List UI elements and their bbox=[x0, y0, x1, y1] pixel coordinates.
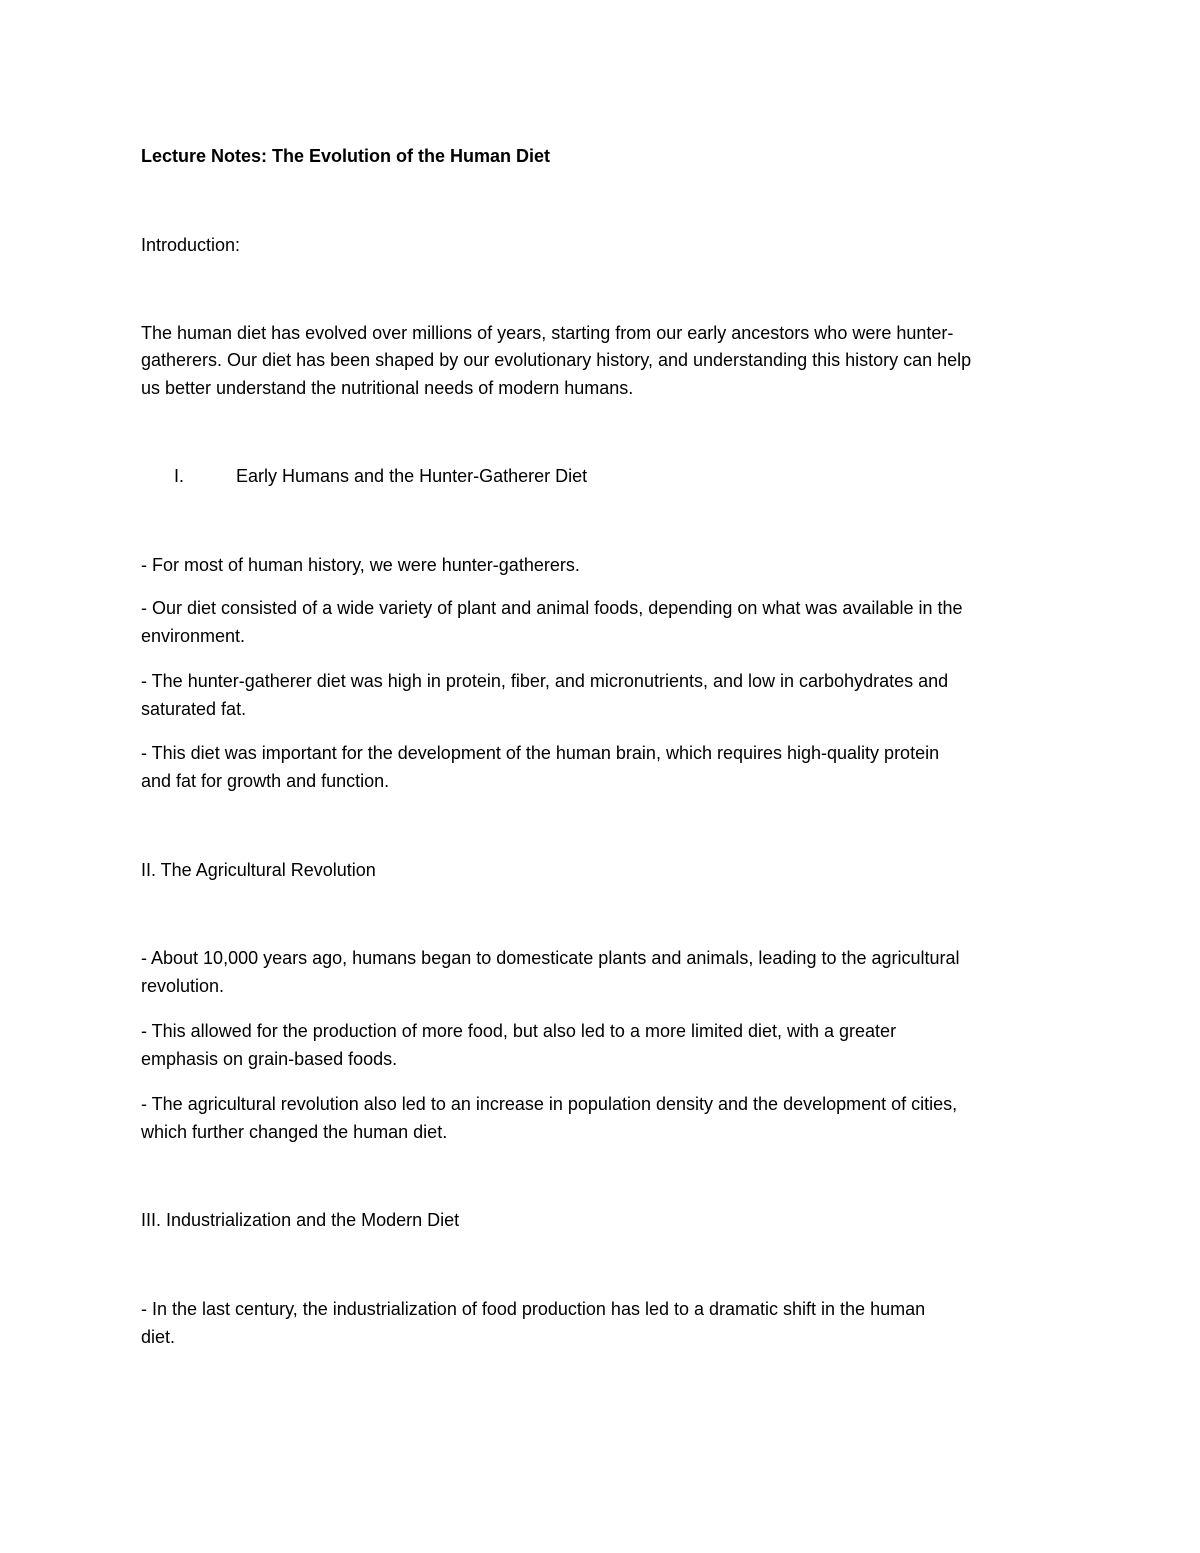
document-title: Lecture Notes: The Evolution of the Human Diet bbox=[141, 146, 551, 166]
section1-bullet-4-cont: and fat for growth and function. bbox=[141, 771, 390, 791]
section3-bullet-1-cont: diet. bbox=[141, 1327, 176, 1347]
section1-bullet-1: - For most of human history, we were hunter-gatherers. bbox=[141, 555, 580, 575]
section1-bullet-3-cont: saturated fat. bbox=[141, 699, 247, 719]
section2-bullet-1-cont: revolution. bbox=[141, 976, 225, 996]
section2-heading: II. The Agricultural Revolution bbox=[141, 860, 376, 880]
section1-bullet-4: - This diet was important for the development of the human brain, which requires high-quality protein bbox=[141, 743, 940, 763]
section3-bullet-1: - In the last century, the industrialization of food production has led to a dramatic shift in the human bbox=[141, 1299, 926, 1319]
section2-bullet-3-cont: which further changed the human diet. bbox=[141, 1122, 448, 1142]
section1-bullet-3: - The hunter-gatherer diet was high in protein, fiber, and micronutrients, and low in carbohydrates and bbox=[141, 671, 949, 691]
section1-heading: Early Humans and the Hunter-Gatherer Diet bbox=[236, 466, 588, 486]
section1-numeral: I. bbox=[174, 466, 185, 486]
section1-heading-row bbox=[141, 462, 1061, 491]
intro-line-3: us better understand the nutritional needs of modern humans. bbox=[141, 378, 634, 398]
section2-bullet-2: - This allowed for the production of more food, but also led to a more limited diet, with a greater bbox=[141, 1021, 897, 1041]
section2-bullet-2-cont: emphasis on grain-based foods. bbox=[141, 1049, 398, 1069]
section1-bullet-2-cont: environment. bbox=[141, 626, 246, 646]
section2-bullet-3: - The agricultural revolution also led to an increase in population density and the development of cities, bbox=[141, 1094, 958, 1114]
intro-heading: Introduction: bbox=[141, 235, 241, 255]
intro-line-2: gatherers. Our diet has been shaped by our evolutionary history, and understanding this history can help bbox=[141, 350, 972, 370]
section1-bullet-2: - Our diet consisted of a wide variety of plant and animal foods, depending on what was available in the bbox=[141, 598, 963, 618]
intro-line-1: The human diet has evolved over millions of years, starting from our early ancestors who were hunter- bbox=[141, 323, 954, 343]
section2-bullet-1: - About 10,000 years ago, humans began to domesticate plants and animals, leading to the agricultural bbox=[141, 948, 960, 968]
section3-heading: III. Industrialization and the Modern Diet bbox=[141, 1210, 460, 1230]
